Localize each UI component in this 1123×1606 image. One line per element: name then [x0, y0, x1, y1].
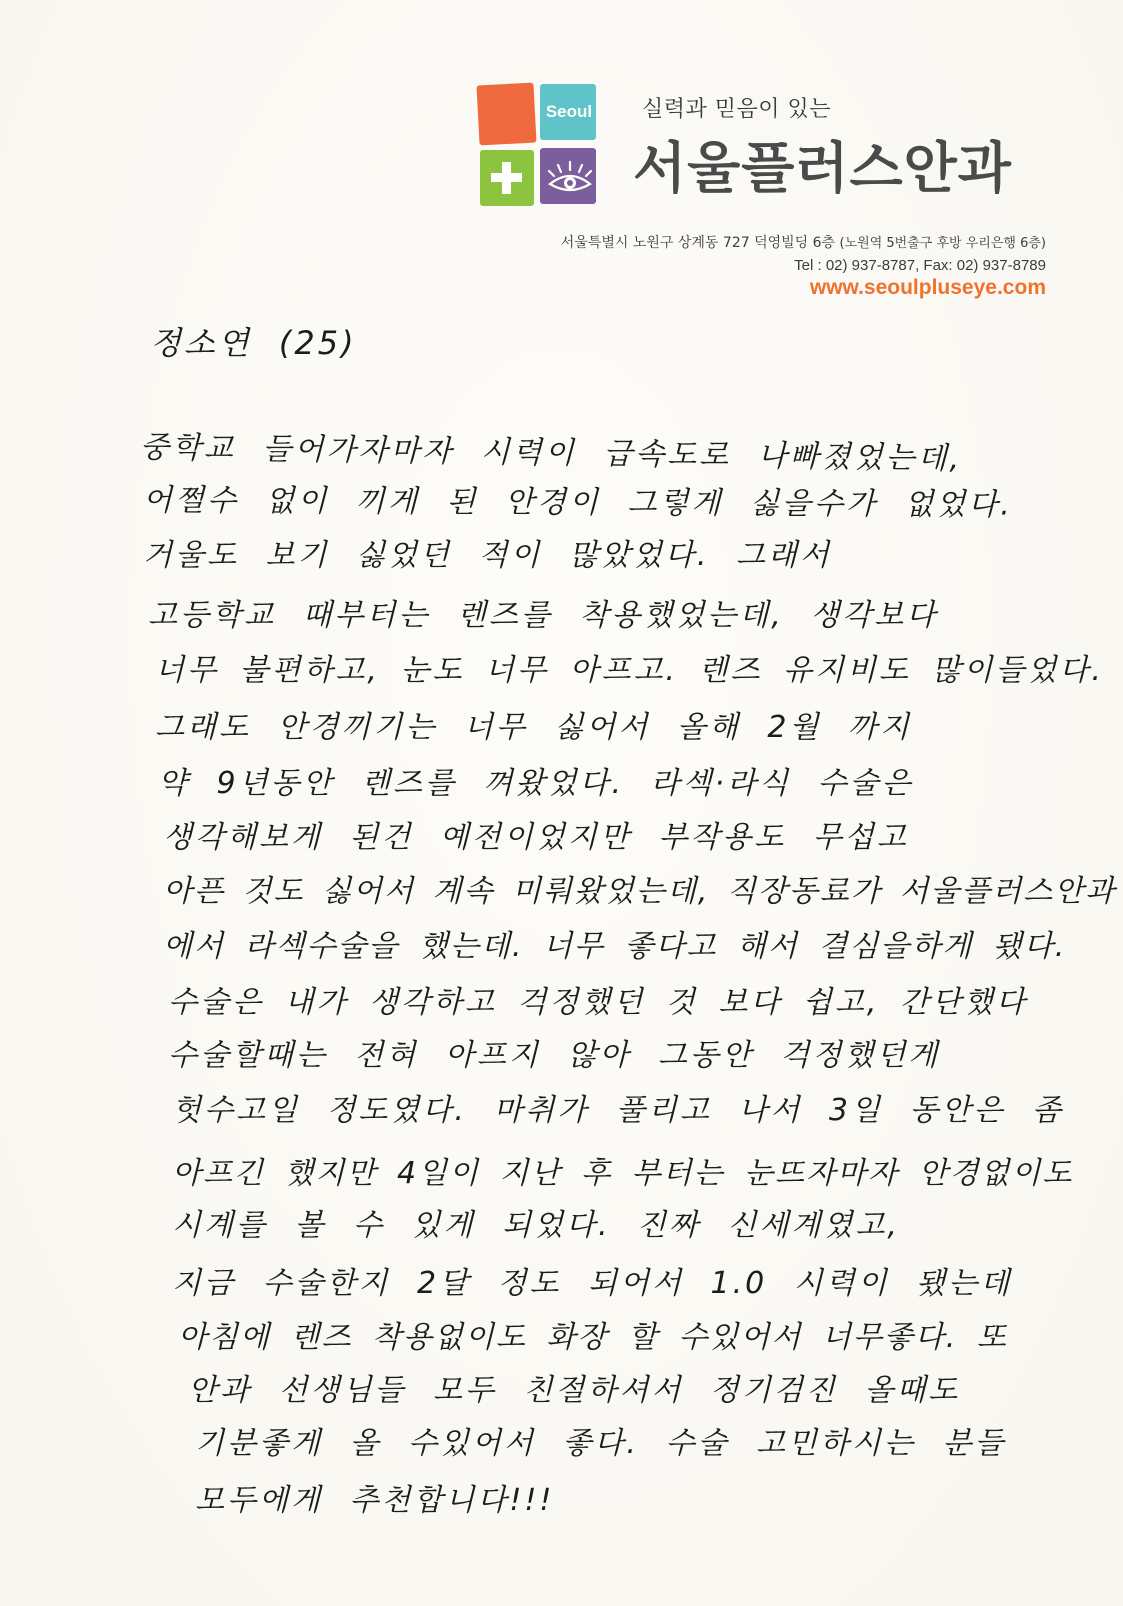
letter-author: 정소연 (25) — [150, 324, 357, 362]
letter-line: 헛수고일 정도였다. 마취가 풀리고 나서 3일 동안은 좀 — [172, 1093, 1064, 1128]
letter-line: 시계를 볼 수 있게 되었다. 진짜 신세계였고, — [172, 1208, 900, 1243]
clinic-name: 서울플러스안과 — [633, 136, 1012, 200]
letter-line: 그래도 안경끼기는 너무 싫어서 올해 2월 까지 — [155, 710, 912, 745]
letter-line: 약 9년동안 렌즈를 껴왔었다. 라섹·라식 수술은 — [158, 766, 914, 801]
letter-line: 어쩔수 없이 끼게 된 안경이 그렇게 싫을수가 없었다. — [142, 483, 1013, 523]
letter-line: 모두에게 추천합니다!!! — [195, 1483, 555, 1518]
clinic-contact: Tel : 02) 937-8787, Fax: 02) 937-8789 — [794, 257, 1046, 274]
letter-line: 중학교 들어가자마자 시력이 급속도로 나빠졌었는데, — [139, 430, 963, 477]
letter-line: 아픈 것도 싫어서 계속 미뤄왔었는데, 직장동료가 서울플러스안과 — [163, 874, 1117, 909]
letter-line: 생각해보게 된건 예전이었지만 부작용도 무섭고 — [163, 820, 909, 855]
letter-line: 너무 불편하고, 눈도 너무 아프고. 렌즈 유지비도 많이들었다. — [155, 653, 1104, 688]
letter-line: 안과 선생님들 모두 친절하셔서 정기검진 올때도 — [188, 1373, 961, 1408]
letter-line: 지금 수술한지 2달 정도 되어서 1.0 시력이 됐는데 — [172, 1266, 1013, 1301]
address-main: 서울특별시 노원구 상계동 727 덕영빌딩 6층 — [560, 235, 836, 251]
letter-line: 아프긴 했지만 4일이 지난 후 부터는 눈뜨자마자 안경없이도 — [172, 1156, 1074, 1191]
letter-line: 아침에 렌즈 착용없이도 화장 할 수있어서 너무좋다. 또 — [178, 1320, 1008, 1355]
address-note: (노원역 5번출구 후방 우리은행 6층) — [839, 236, 1046, 251]
letter-line: 에서 라섹수술을 했는데. 너무 좋다고 해서 결심을하게 됐다. — [163, 929, 1067, 964]
letter-line: 거울도 보기 싫었던 적이 많았었다. 그래서 — [143, 538, 832, 573]
letter-line: 수술은 내가 생각하고 걱정했던 것 보다 쉽고, 간단했다 — [168, 985, 1028, 1020]
letter-line: 수술할때는 전혀 아프지 않아 그동안 걱정했던게 — [168, 1038, 941, 1073]
letter-line: 기분좋게 올 수있어서 좋다. 수술 고민하시는 분들 — [195, 1426, 1007, 1461]
clinic-website[interactable]: www.seoulpluseye.com — [809, 276, 1046, 299]
letter-line: 고등학교 때부터는 렌즈를 착용했었는데, 생각보다 — [148, 598, 939, 633]
logo-seoul-text: Seoul — [545, 102, 593, 121]
clinic-tagline: 실력과 믿음이 있는 — [642, 97, 832, 122]
